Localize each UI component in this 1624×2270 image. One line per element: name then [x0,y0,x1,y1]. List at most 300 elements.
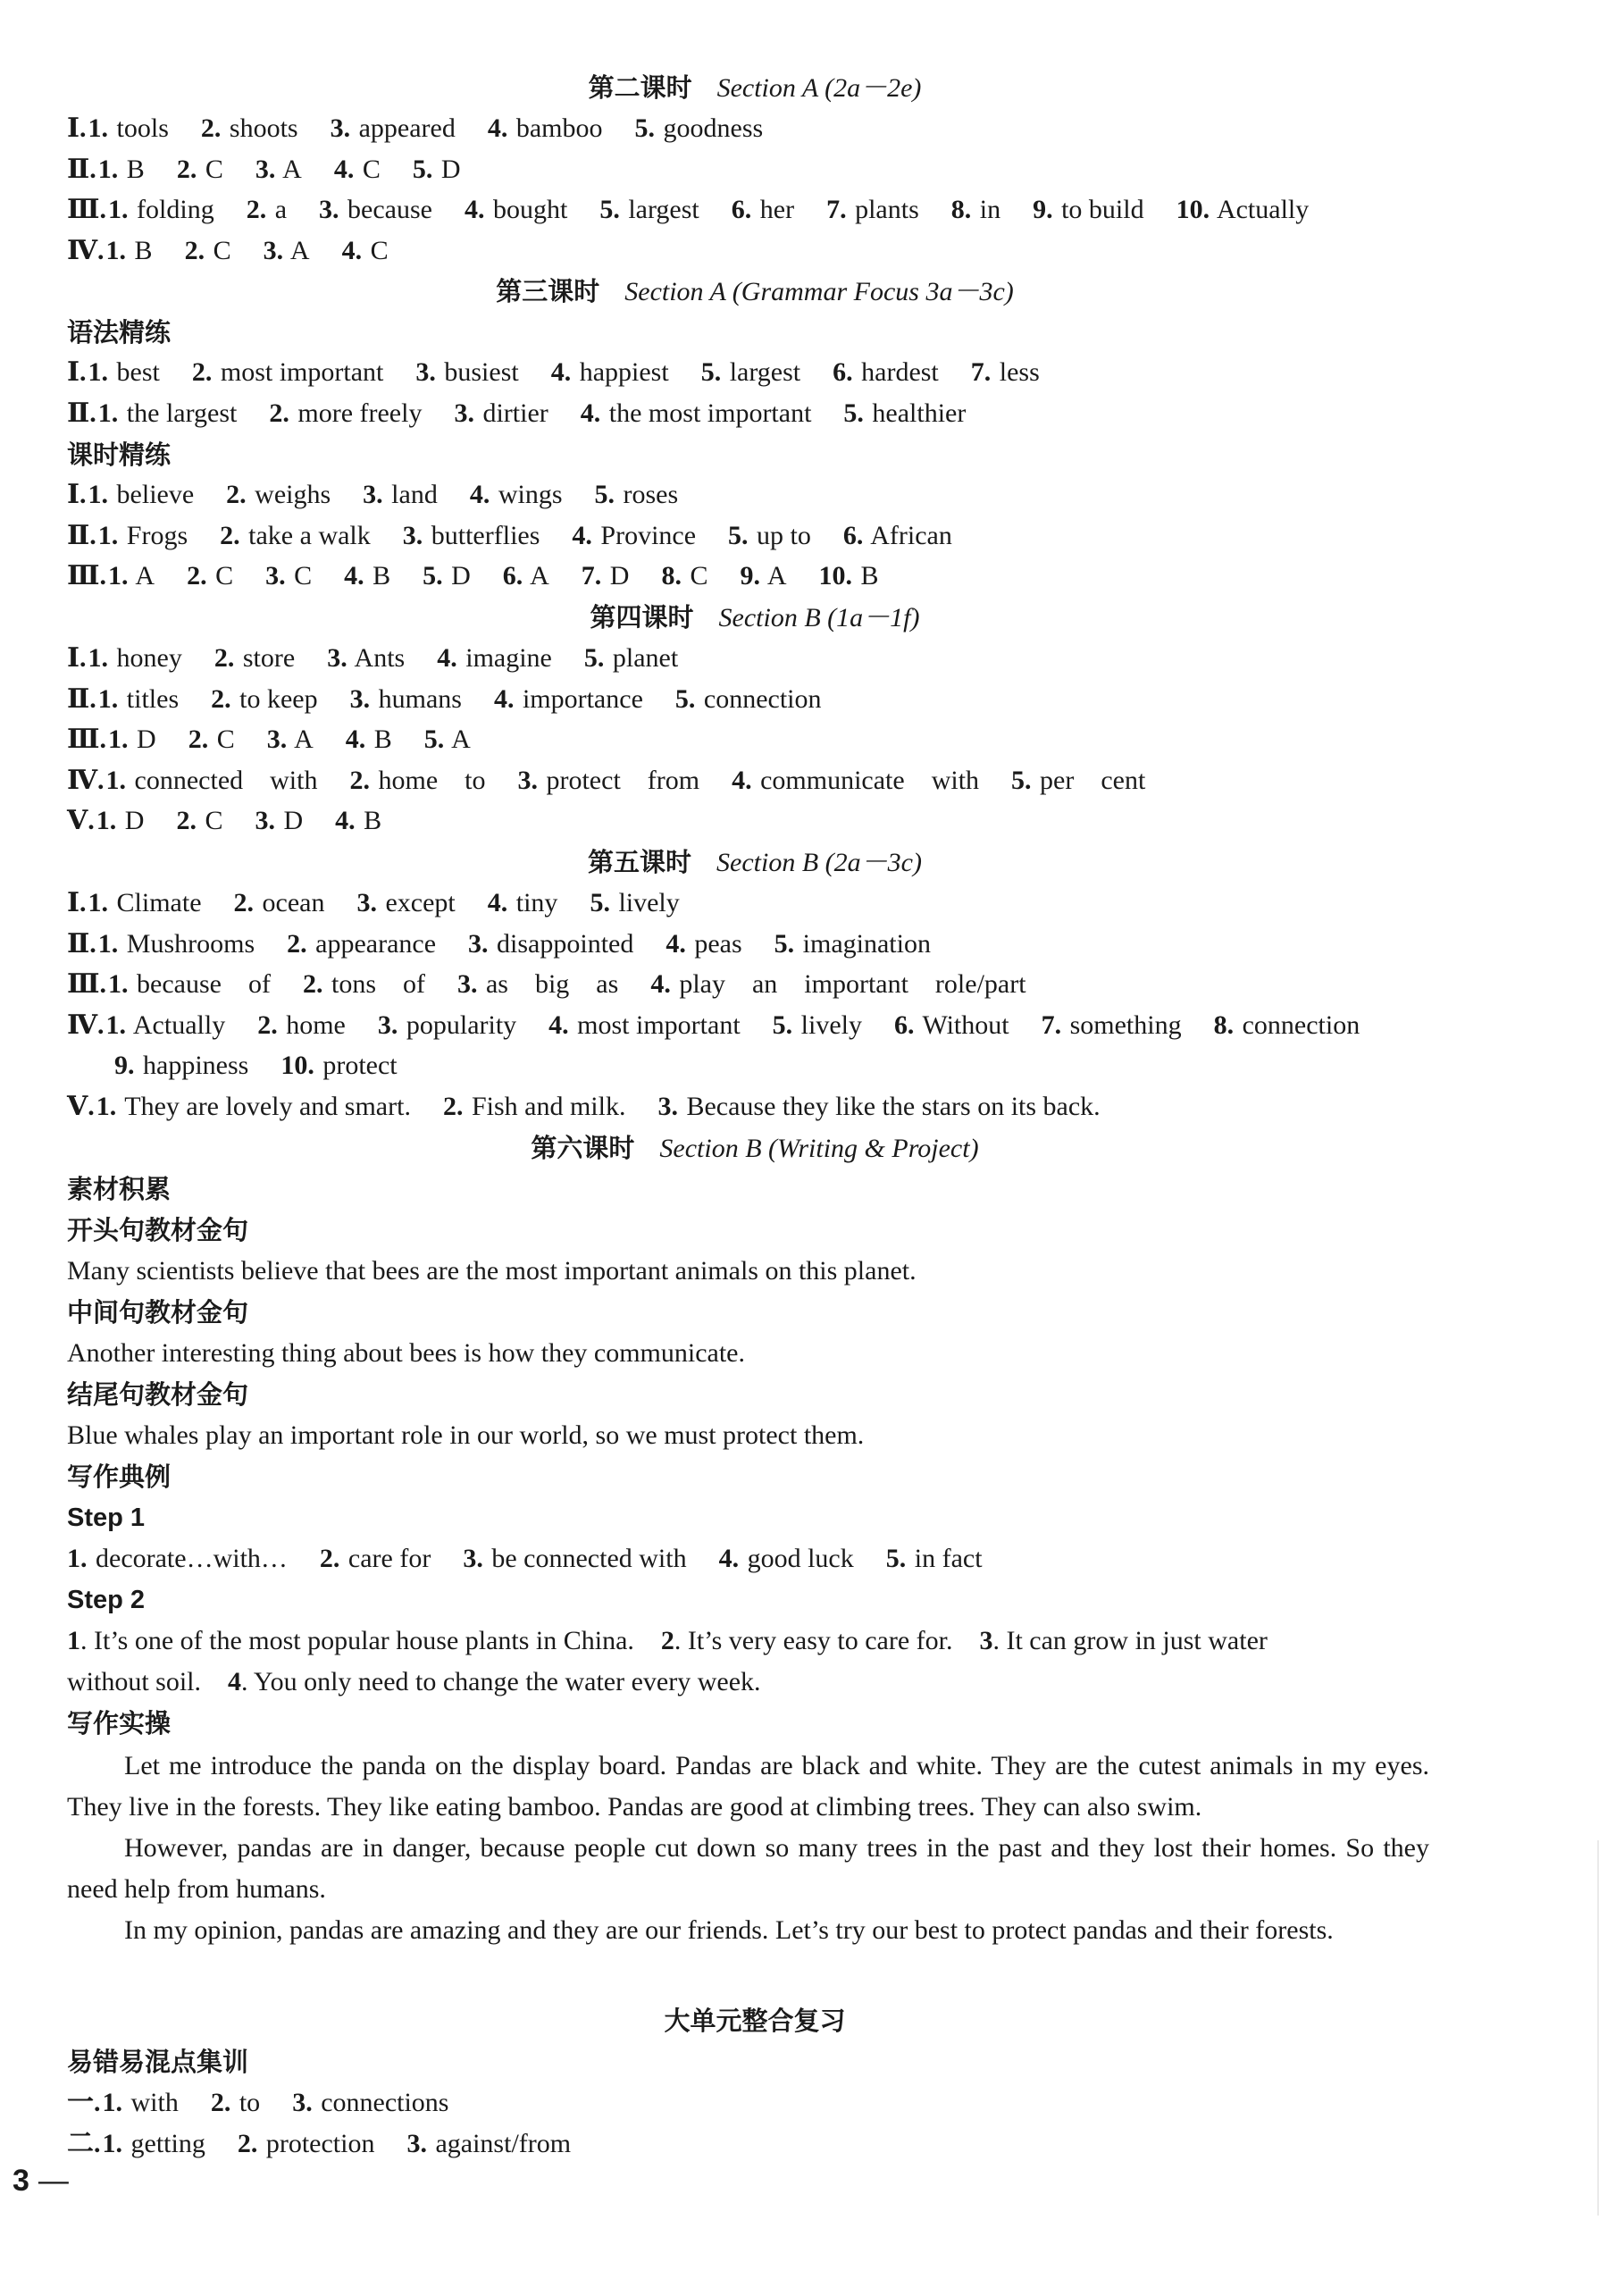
item-answer: best [110,357,160,387]
item-answer: A [761,561,787,591]
item-number: 1. [108,561,129,591]
answer-item [114,1048,248,1084]
answer-item [255,803,303,839]
item-number: 1. [108,195,129,224]
item-number: 3. [406,2128,427,2158]
item-number: 9. [1033,195,1053,224]
section-number: Ⅳ. [67,1009,105,1040]
answer-item [843,396,966,431]
answer-item [661,558,707,594]
section-number: Ⅱ. [67,398,96,428]
item-answer: humans [372,683,462,714]
item-answer: dirtier [475,398,548,428]
section-number: Ⅲ. [67,969,107,999]
answer-item [595,477,679,513]
answer-item [88,477,195,513]
item-number: 1. [105,1009,127,1040]
item-answer: believe [110,480,195,509]
item-number: 3. [657,1091,678,1121]
item-answer: shoots [222,113,298,143]
answer-item [584,641,678,676]
page-number [13,2164,69,2199]
item-number: 5. [423,725,445,754]
section-number: Ⅰ. [67,643,87,673]
item-answer: A [446,725,471,754]
model-label: 写作典例 [67,1462,172,1492]
section-number: Ⅱ. [67,683,96,714]
item-answer: Ants [348,643,406,673]
item-answer: D [118,806,145,835]
answer-item [187,558,233,594]
lesson5-title-cn: 第五课时 [588,847,692,877]
item-number: 5. [599,195,620,224]
answer-item [331,111,456,147]
item-answer: importance [515,683,643,714]
item-number: 3. [330,113,351,143]
item-answer: wings [491,480,563,509]
section-number: 二. [67,2128,101,2158]
item-number: 5. [885,1544,907,1573]
item-number: 2. [226,480,247,509]
answer-item [363,477,438,513]
answer-row [67,396,998,431]
item-number: 3. [255,154,276,184]
item-number: 4. [487,888,508,917]
answer-item [257,1008,346,1043]
item-number: 4. [548,1009,569,1040]
item-number: 2. [287,928,307,959]
item-number: 1. [105,765,127,795]
item-number: 9. [114,1051,135,1080]
lesson4-title [0,599,1510,636]
answer-item [320,1541,431,1577]
item-answer: largest [621,195,699,224]
item-number: 1. [97,928,119,959]
answer-item [886,1541,983,1577]
item-number: 6. [842,520,864,550]
item-number: 2. [200,113,222,143]
item-answer: planet [606,643,679,673]
answer-item [106,233,153,269]
item-number: 5. [772,1009,793,1040]
answer-item [264,233,310,269]
answer-item [465,192,567,228]
item-answer: the most important [602,398,812,428]
item-answer: against/from [428,2128,572,2158]
step2-sentence2: It’s very easy to care for. [687,1626,980,1655]
essay-paragraph-2: However, pandas are in danger, because people cut down so many trees in the past and they lost their homes. So they need help from humans. [67,1833,1429,1904]
item-answer: honey [110,643,182,673]
item-answer: with [124,2088,179,2117]
item-answer: Because they like the stars on its back. [679,1091,1101,1121]
item-answer: care for [341,1544,431,1573]
answer-item [582,558,630,594]
answer-item [635,111,764,147]
item-answer: busiest [437,357,519,387]
item-answer: largest [723,357,801,387]
section-number: Ⅰ. [67,888,87,917]
item-answer: a [268,195,288,224]
item-answer: connections [314,2088,449,2117]
answer-item [503,558,549,594]
item-number: 5. [594,480,615,509]
item-answer: Province [593,520,697,550]
answer-item [98,396,238,431]
item-number: 2. [349,765,370,795]
item-number: 4. [487,113,508,143]
item-answer: connection [697,683,822,714]
item-number: 3. [377,1009,398,1040]
step2-line1: 1. It’s one of the most popular house plants in China. 2. It’s very easy to care for. 3. It can grow in just water [67,1626,1268,1655]
section-number: Ⅱ. [67,154,96,184]
answer-item [201,111,298,147]
item-answer: Fish and milk. [465,1091,626,1121]
item-answer: home to [371,765,486,795]
answer-item [403,518,540,554]
item-number: 4. [666,928,686,959]
answer-item [701,355,800,390]
item-number: 2. [176,154,197,184]
item-answer: butterflies [424,520,540,550]
item-number: 1. [97,520,119,550]
item-answer: to keep [232,683,318,714]
answer-item [406,2126,571,2162]
item-number: 8. [1213,1009,1235,1040]
item-answer: A [289,725,314,754]
item-number: 3. [415,357,436,387]
answer-row [67,192,1341,228]
item-answer: They are lovely and smart. [118,1091,411,1121]
item-number: 8. [661,561,682,591]
middle-label: 中间句教材金句 [67,1297,249,1328]
answer-item [98,926,255,962]
answer-item [350,682,462,717]
item-answer: B [367,725,392,754]
lesson4-title-en: Section B (1a－1f) [718,603,920,632]
item-answer: A [277,154,302,184]
item-answer: B [128,235,153,265]
item-number: 5. [843,398,864,428]
answer-item [454,396,548,431]
item-number: 3. [349,683,371,714]
item-number: 3. [292,2088,313,2117]
item-number: 2. [213,643,235,673]
item-number: 1. [108,969,129,999]
section-number: Ⅲ. [67,725,107,754]
item-number: 3. [463,1544,483,1573]
item-number: 1. [97,154,119,184]
item-answer: protection [259,2128,375,2158]
item-answer: bamboo [509,113,603,143]
item-number: 6. [833,357,853,387]
item-answer: per cent [1033,765,1146,795]
item-number: 4. [335,806,356,835]
page-number-dash: — [38,2164,69,2198]
lesson5-title [0,844,1510,881]
item-answer: peas [687,928,742,959]
item-answer: happiness [136,1051,249,1080]
answer-item [67,1541,288,1577]
item-answer: play an important role/part [672,969,1026,999]
answer-item [548,1008,741,1043]
answer-item [415,355,518,390]
item-number: 8. [950,195,972,224]
item-answer: C [356,154,381,184]
item-answer: connection [1235,1009,1360,1040]
answer-item [581,396,812,431]
item-number: 4. [732,765,752,795]
item-number: 2. [211,683,231,714]
answer-item [88,111,169,147]
answer-item [98,682,179,717]
item-number: 1. [96,806,117,835]
item-number: 4. [437,643,457,673]
answer-row [67,355,1072,390]
item-number: 3. [265,561,286,591]
item-number: 2. [184,235,205,265]
item-answer: to build [1054,195,1144,224]
item-answer: less [992,357,1040,387]
answer-item [238,2126,375,2162]
answer-row [67,926,963,962]
item-answer: communicate with [753,765,980,795]
item-answer: store [236,643,296,673]
ending-sentence: Blue whales play an important role in our world, so we must protect them. [67,1420,865,1450]
item-answer: D [444,561,471,591]
answer-item [185,233,231,269]
item-number: 3. [454,398,474,428]
answer-row [67,518,984,554]
item-answer: Frogs [120,520,188,550]
item-answer: Actually [1211,195,1310,224]
item-number: 2. [176,806,197,835]
answer-row [67,558,911,594]
item-number: 2. [191,357,213,387]
item-answer: most important [213,357,384,387]
item-answer: something [1063,1009,1182,1040]
answer-item [488,111,603,147]
item-answer: ocean [255,888,325,917]
answer-item [106,1008,226,1043]
item-number: 5. [728,520,749,550]
item-number: 4. [650,969,671,999]
item-answer: in fact [908,1544,983,1573]
lesson4-title-cn: 第四课时 [590,602,694,632]
answer-item [280,1048,397,1084]
answer-item [443,1089,626,1125]
answer-item [349,763,485,799]
section-number: Ⅰ. [67,113,87,143]
item-number: 1. [88,357,109,387]
answer-item [327,641,405,676]
item-number: 7. [581,561,602,591]
step2-sentence4: You only need to change the water every week. [253,1667,761,1696]
item-number: 3. [255,806,275,835]
item-number: 4. [580,398,601,428]
answer-item [335,803,381,839]
item-answer: the largest [120,398,238,428]
answer-item [728,518,811,554]
answer-item [423,558,471,594]
answer-item [457,967,618,1002]
answer-item [96,803,145,839]
answer-item [1011,763,1145,799]
answer-row [67,641,710,676]
item-number: 3. [402,520,423,550]
item-answer: because of [130,969,271,999]
answer-item [971,355,1040,390]
item-number: 5. [423,561,443,591]
item-answer: as big as [479,969,619,999]
answer-item [551,355,669,390]
answer-item [774,926,931,962]
lesson3-title-en: Section A (Grammar Focus 3a－3c) [624,277,1014,306]
answer-item [470,477,563,513]
item-answer: lively [611,888,680,917]
lesson2-title [0,70,1510,106]
item-answer: tiny [509,888,558,917]
answer-row [67,682,854,717]
answer-item [98,518,188,554]
answer-item [740,558,786,594]
item-answer: Climate [110,888,202,917]
answer-row [67,885,712,921]
item-number: 1. [88,480,109,509]
section-number: Ⅳ. [67,235,105,265]
item-number: 1. [88,888,109,917]
item-answer: healthier [865,398,967,428]
lesson3-title [0,273,1510,310]
item-answer: lively [794,1009,862,1040]
item-answer: African [865,520,952,550]
item-answer: weighs [247,480,331,509]
answer-item [103,2085,179,2121]
item-answer: D [434,154,461,184]
item-answer: C [197,806,223,835]
answer-item [108,722,156,758]
answer-item [267,722,314,758]
item-number: 1. [96,1091,117,1121]
answer-item [88,355,160,390]
item-answer: B [854,561,879,591]
answer-item [773,1008,862,1043]
item-answer: tools [110,113,169,143]
item-number: 5. [583,643,605,673]
answer-item [255,152,302,188]
item-number: 6. [894,1009,915,1040]
item-answer: C [198,154,223,184]
answer-row [67,2085,481,2121]
material-heading: 素材积累 [67,1174,172,1204]
item-number: 2. [187,561,207,591]
item-answer: except [378,888,456,917]
answer-row [67,152,493,188]
item-answer: appeared [352,113,456,143]
item-number: 9. [740,561,760,591]
section-number: Ⅲ. [67,561,107,591]
step1-label: Step 1 [67,1504,146,1532]
item-number: 4. [345,725,366,754]
item-answer: most important [570,1009,741,1040]
answer-item [378,1008,516,1043]
item-answer: disappointed [490,928,634,959]
item-number: 5. [674,683,696,714]
item-number: 4. [572,520,592,550]
item-answer: her [753,195,795,224]
item-number: 5. [634,113,656,143]
answer-item [572,518,696,554]
essay-paragraph-1: Let me introduce the panda on the display board. Pandas are black and white. They are the cutest animals in my eyes. They live in the forests. They like eating bamboo. Pandas are good at climbing trees. They can also swim. [67,1751,1429,1822]
item-answer: imagination [796,928,931,959]
answer-item [269,396,422,431]
item-number: 7. [1041,1009,1062,1040]
answer-item [108,558,155,594]
section-number: Ⅳ. [67,765,105,795]
item-answer: protect from [539,765,700,795]
item-answer: home [279,1009,346,1040]
item-number: 7. [970,357,992,387]
item-number: 4. [464,195,485,224]
item-answer: Without [916,1009,1009,1040]
item-answer: bought [486,195,568,224]
item-number: 1. [97,683,119,714]
answer-row [114,1048,430,1084]
step2-sentence1: It’s one of the most popular house plants in China. [94,1626,661,1655]
item-number: 2. [257,1009,278,1040]
answer-item [211,2085,260,2121]
item-number: 2. [269,398,289,428]
answer-item [590,885,679,921]
item-answer: popularity [399,1009,517,1040]
lesson2-title-en: Section A (2a－2e) [716,73,922,103]
answer-item [1033,192,1144,228]
answer-item [494,682,643,717]
item-number: 1. [102,2088,122,2117]
item-number: 4. [333,154,355,184]
item-number: 10. [280,1051,314,1080]
section-number: Ⅰ. [67,357,87,387]
lesson3-subheading-grammar: 语法精练 [67,317,172,348]
lesson6-title-cn: 第六课时 [531,1133,635,1163]
answer-row [67,477,710,513]
item-number: 4. [550,357,572,387]
item-number: 3. [319,195,339,224]
answer-item [599,192,699,228]
item-number: 1. [67,1544,88,1573]
item-answer: connected with [128,765,318,795]
section-number: Ⅱ. [67,928,96,959]
lesson2-title-cn: 第二课时 [588,72,692,103]
item-number: 4. [341,235,363,265]
answer-row [67,1541,1015,1577]
item-answer: up to [749,520,811,550]
answer-item [211,682,317,717]
item-number: 5. [700,357,722,387]
answer-item [346,722,392,758]
item-answer: to [232,2088,261,2117]
item-answer: D [276,806,304,835]
answer-item [843,518,952,554]
item-answer: goodness [657,113,764,143]
answer-item [247,192,287,228]
opening-sentence: Many scientists believe that bees are the most important animals on this planet. [67,1256,917,1286]
item-answer: imagine [458,643,552,673]
item-number: 1. [97,398,119,428]
item-answer: decorate…with… [88,1544,288,1573]
answer-item [214,641,295,676]
answer-item [88,885,202,921]
essay-paragraph-3: In my opinion, pandas are amazing and they are our friends. Let’s try our best to protect pandas and their forests. [124,1915,1334,1945]
